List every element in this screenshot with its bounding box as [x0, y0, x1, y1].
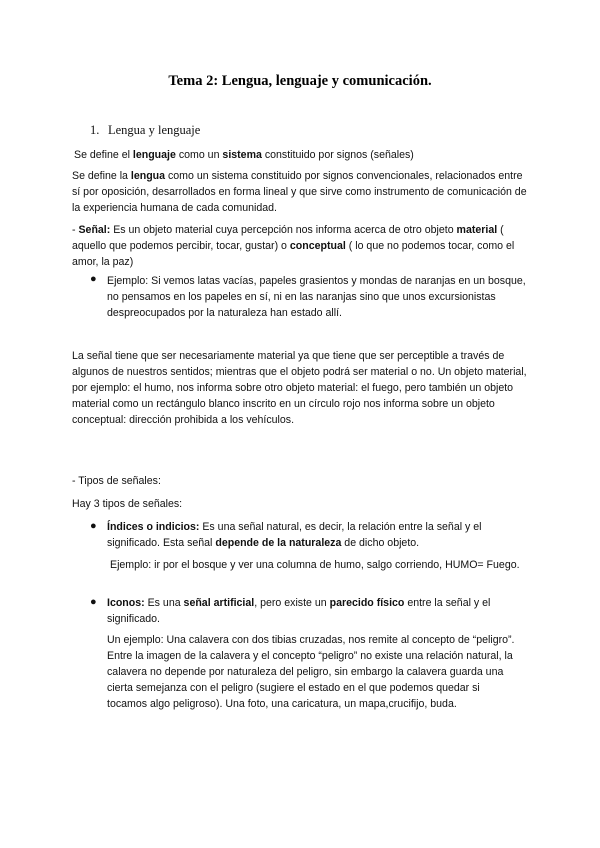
section-heading: [90, 123, 200, 138]
bullet-icon: ●: [90, 273, 97, 285]
indices-item: Índices o indicios: Es una señal natural, es decir, la relación entre la señal y el significado. Esta señal depende de la naturaleza de dicho objeto.: [107, 521, 482, 549]
bullet-icon: ●: [90, 596, 97, 608]
iconos-item: Iconos: Es una señal artificial, pero existe un parecido físico entre la señal y el significado.: [107, 597, 491, 625]
tipos-intro: Hay 3 tipos de señales:: [72, 498, 183, 510]
example-senal: Ejemplo: Si vemos latas vacías, papeles grasientos y mondas de naranjas en un bosque, no pensamos en los papeles en sí, ni en las naranjas sino que unos excursionistas despreocupados por la naturaleza han estado allí.: [107, 275, 526, 319]
bullet-icon: ●: [90, 520, 97, 532]
definition-senal: - Señal: Es un objeto material cuya percepción nos informa acerca de otro objeto material ( aquello que podemos percibir, tocar, gustar) o conceptual ( lo que no podemos tocar, como el amor, la paz): [72, 224, 515, 268]
iconos-example: Un ejemplo: Una calavera con dos tibias cruzadas, nos remite al concepto de “peligro”. Entre la imagen de la calavera y el concepto “peligro” no existe una relación natural, la calavera no depende por naturaleza del peligro, sin embargo la calavera guarda una cierta semejanza con el peligro (sugiere el estado en el que podemos quedar si tocamos algo peligroso). Una foto, una caricatura, un mapa,crucifijo, buda.: [107, 634, 515, 710]
indices-example: Ejemplo: ir por el bosque y ver una columna de humo, salgo corriendo, HUMO= Fuego.: [110, 559, 520, 571]
page-title: Tema 2: Lengua, lenguaje y comunicación.: [168, 73, 432, 89]
section-number: 1.: [90, 123, 100, 137]
tipos-heading: - Tipos de señales:: [72, 475, 161, 487]
definition-lenguaje: Se define el lenguaje como un sistema constituido por signos (señales): [74, 149, 414, 161]
definition-lengua: Se define la lengua como un sistema constituido por signos convencionales, relacionados entre sí por oposición, desarrollados en forma lineal y que sirve como instrumento de comunicación de la experiencia humana de cada comunidad.: [72, 170, 527, 214]
senal-material-paragraph: La señal tiene que ser necesariamente material ya que tiene que ser perceptible a través de algunos de nuestros sentidos; mientras que el objeto podrá ser material o no. Un objeto material, por ejemplo: el humo, nos informa sobre otro objeto material: el fuego, pero también un objeto material como un rectángulo blanco inscrito en un círculo rojo nos informa sobre un objeto conceptual: dirección prohibida a los vehículos.: [72, 350, 527, 426]
section-label: Lengua y lenguaje: [108, 123, 201, 137]
